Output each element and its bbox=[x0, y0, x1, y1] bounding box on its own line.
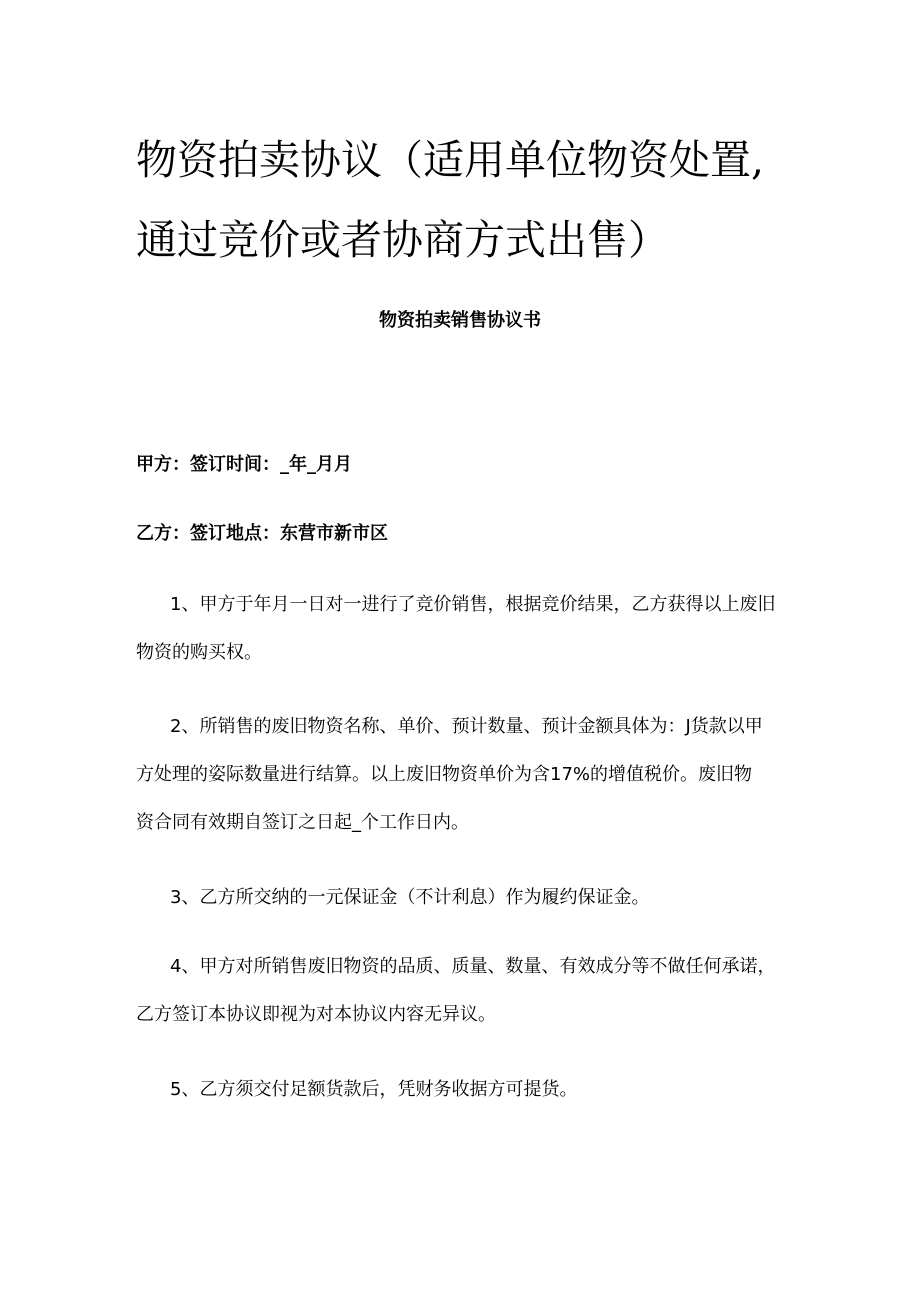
clause-3 bbox=[136, 885, 784, 911]
clause-4-line-2: 乙方签订本协议即视为对本协议内容无异议。 bbox=[136, 1004, 496, 1025]
clause-1-line-1: 1、甲方于年月一日对一进行了竞价销售，根据竞价结果，乙方获得以上废旧 bbox=[170, 594, 776, 615]
document-title-line-1: 物资拍卖协议（适用单位物资处置, bbox=[136, 136, 765, 184]
clause-2-line-3: 资合同有效期自签订之日起_个工作日内。 bbox=[136, 812, 469, 833]
clause-4-line-1: 4、甲方对所销售废旧物资的品质、质量、数量、有效成分等不做任何承诺， bbox=[170, 956, 776, 977]
party-b-line: 乙方：签订地点：东营市新市区 bbox=[136, 523, 388, 544]
clause-1-line-2: 物资的购买权。 bbox=[136, 642, 262, 663]
clause-5-line-1: 5、乙方须交付足额货款后，凭财务收据方可提货。 bbox=[170, 1079, 578, 1100]
document-title-line-2: 通过竞价或者协商方式出售） bbox=[136, 216, 669, 264]
clause-1 bbox=[136, 592, 784, 666]
clause-2-line-2: 方处理的姿际数量进行结算。以上废旧物资单价为含17%的增值税价。废旧物 bbox=[136, 764, 753, 785]
clause-3-line-1: 3、乙方所交纳的一元保证金（不计利息）作为履约保证金。 bbox=[170, 887, 650, 908]
document-title bbox=[136, 120, 796, 280]
clause-5 bbox=[136, 1077, 784, 1103]
clause-2 bbox=[136, 714, 784, 836]
clause-4 bbox=[136, 954, 784, 1028]
clause-2-line-1: 2、所销售的废旧物资名称、单价、预计数量、预计金额具体为：J货款以甲 bbox=[170, 716, 763, 737]
party-a-line: 甲方：签订时间：_年_月月 bbox=[136, 454, 352, 475]
document-subtitle: 物资拍卖销售协议书 bbox=[379, 310, 541, 331]
